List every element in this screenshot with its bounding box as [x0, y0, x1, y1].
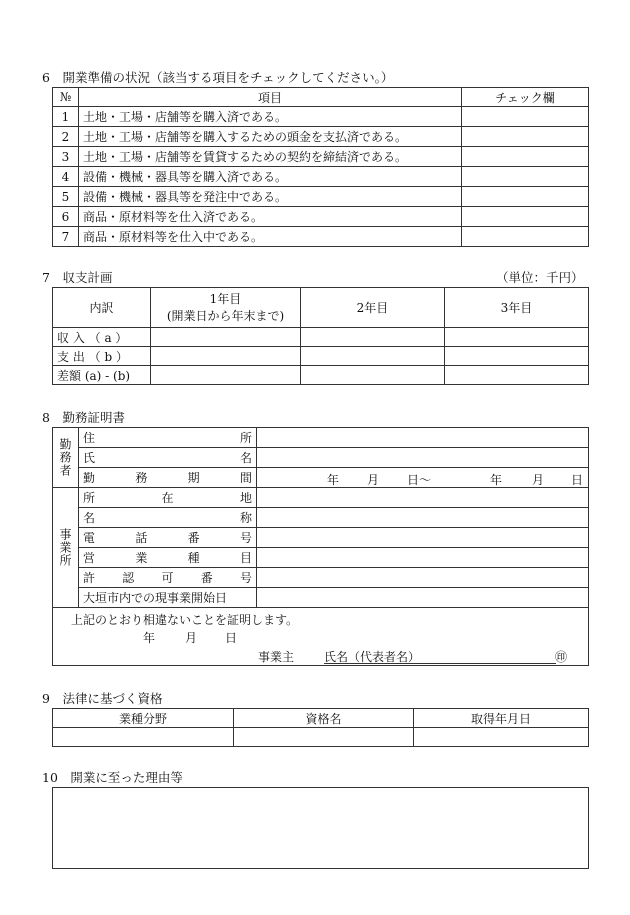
worker-address-field[interactable] — [257, 428, 589, 448]
header-year2: 2年目 — [301, 288, 445, 328]
acquired-date-field[interactable] — [414, 728, 589, 747]
expense-year3-cell[interactable] — [445, 347, 589, 366]
check-cell-7[interactable] — [462, 227, 589, 247]
row-no: 6 — [53, 207, 79, 227]
office-label: 事業所 — [53, 488, 79, 608]
table-row — [53, 328, 589, 347]
owner-signature-line[interactable] — [324, 663, 556, 664]
row-item: 土地・工場・店舗等を賃貸するための契約を締結済である。 — [79, 147, 462, 167]
row-no: 3 — [53, 147, 79, 167]
unit-label: （単位：千円） — [496, 270, 584, 285]
worker-name-field[interactable] — [257, 448, 589, 468]
owner-label: 事業主 — [258, 650, 295, 664]
owner-name-label: 氏名（代表者名） — [324, 650, 421, 664]
office-license-field[interactable] — [257, 568, 589, 588]
col-header-industry: 業種分野 — [53, 709, 234, 728]
header-year1-title: 1年目 — [209, 291, 242, 306]
table-row — [53, 187, 589, 207]
office-location-label: 所在地 — [79, 488, 257, 508]
check-cell-2[interactable] — [462, 127, 589, 147]
difference-year3-cell[interactable] — [445, 366, 589, 385]
check-cell-5[interactable] — [462, 187, 589, 207]
header-year1 — [151, 288, 301, 328]
period-start-month: 月 — [367, 473, 380, 487]
office-start-date-label: 大垣市内での現事業開始日 — [79, 588, 257, 608]
worker-name-label: 氏名 — [79, 448, 257, 468]
office-name-field[interactable] — [257, 508, 589, 528]
section-9-title: 9 法律に基づく資格 — [42, 691, 163, 706]
row-item: 土地・工場・店舗等を購入済である。 — [79, 107, 462, 127]
certify-text: 上記のとおり相違ないことを証明します。 — [71, 613, 299, 627]
table-row — [53, 728, 589, 747]
industry-field[interactable] — [53, 728, 234, 747]
row-no: 2 — [53, 127, 79, 147]
period-start-year: 年 — [327, 473, 340, 487]
row-item: 設備・機械・器具等を購入済である。 — [79, 167, 462, 187]
qualification-field[interactable] — [234, 728, 414, 747]
period-end-month: 月 — [532, 473, 545, 487]
table-row — [53, 127, 589, 147]
period-end-day: 日 — [571, 473, 584, 487]
check-cell-3[interactable] — [462, 147, 589, 167]
row-item: 設備・機械・器具等を発注中である。 — [79, 187, 462, 207]
table-row — [53, 347, 589, 366]
difference-year2-cell[interactable] — [301, 366, 445, 385]
row-no: 5 — [53, 187, 79, 207]
office-location-field[interactable] — [257, 488, 589, 508]
col-header-no: № — [53, 88, 79, 107]
check-cell-1[interactable] — [462, 107, 589, 127]
section-10-title: 10 開業に至った理由等 — [42, 770, 183, 785]
worker-address-label: 住所 — [79, 428, 257, 448]
table-row — [53, 227, 589, 247]
income-year2-cell[interactable] — [301, 328, 445, 347]
col-header-qualification: 資格名 — [234, 709, 414, 728]
col-header-check: チェック欄 — [462, 88, 589, 107]
work-period-field[interactable] — [257, 468, 589, 488]
table-row — [53, 207, 589, 227]
table-row — [53, 366, 589, 385]
row-no: 4 — [53, 167, 79, 187]
certification-cell — [53, 608, 589, 666]
income-year1-cell[interactable] — [151, 328, 301, 347]
expense-year1-cell[interactable] — [151, 347, 301, 366]
office-phone-field[interactable] — [257, 528, 589, 548]
office-business-type-field[interactable] — [257, 548, 589, 568]
qualifications-table — [52, 708, 589, 747]
difference-year1-cell[interactable] — [151, 366, 301, 385]
row-item: 商品・原材料等を仕入中である。 — [79, 227, 462, 247]
certify-year: 年 — [143, 631, 156, 645]
office-start-date-field[interactable] — [257, 588, 589, 608]
check-cell-4[interactable] — [462, 167, 589, 187]
row-label-difference: 差額 (a) - (b) — [53, 366, 151, 385]
row-item: 商品・原材料等を仕入済である。 — [79, 207, 462, 227]
income-expense-table — [52, 287, 589, 385]
table-row — [53, 167, 589, 187]
employment-certificate-table — [52, 427, 589, 666]
seal-icon: ㊞ — [555, 650, 568, 664]
table-row — [53, 147, 589, 167]
period-end-year: 年 — [490, 473, 503, 487]
certify-day: 日 — [225, 631, 238, 645]
row-no: 7 — [53, 227, 79, 247]
income-year3-cell[interactable] — [445, 328, 589, 347]
section-6-title: 6 開業準備の状況（該当する項目をチェックしてください。） — [42, 70, 394, 85]
office-license-label: 許認可番号 — [79, 568, 257, 588]
header-year3: 3年目 — [445, 288, 589, 328]
row-label-expense: 支 出 （ b ） — [53, 347, 151, 366]
reason-textarea[interactable] — [52, 787, 589, 869]
row-no: 1 — [53, 107, 79, 127]
office-business-type-label: 営業種目 — [79, 548, 257, 568]
row-item: 土地・工場・店舗等を購入するための頭金を支払済である。 — [79, 127, 462, 147]
worker-label: 勤務者 — [53, 428, 79, 488]
header-breakdown: 内訳 — [53, 288, 151, 328]
period-start-day: 日～ — [407, 473, 432, 487]
check-cell-6[interactable] — [462, 207, 589, 227]
col-header-item: 項目 — [79, 88, 462, 107]
expense-year2-cell[interactable] — [301, 347, 445, 366]
certify-month: 月 — [185, 631, 198, 645]
office-phone-label: 電話番号 — [79, 528, 257, 548]
section-8-title: 8 勤務証明書 — [42, 410, 125, 425]
col-header-date: 取得年月日 — [414, 709, 589, 728]
header-year1-sub: (開業日から年末まで) — [166, 308, 285, 323]
table-row — [53, 107, 589, 127]
office-name-label: 名称 — [79, 508, 257, 528]
preparation-status-table — [52, 87, 589, 247]
section-7-title: 7 収支計画 — [42, 270, 113, 285]
row-label-income: 収 入 （ a ） — [53, 328, 151, 347]
work-period-label: 勤務期間 — [79, 468, 257, 488]
